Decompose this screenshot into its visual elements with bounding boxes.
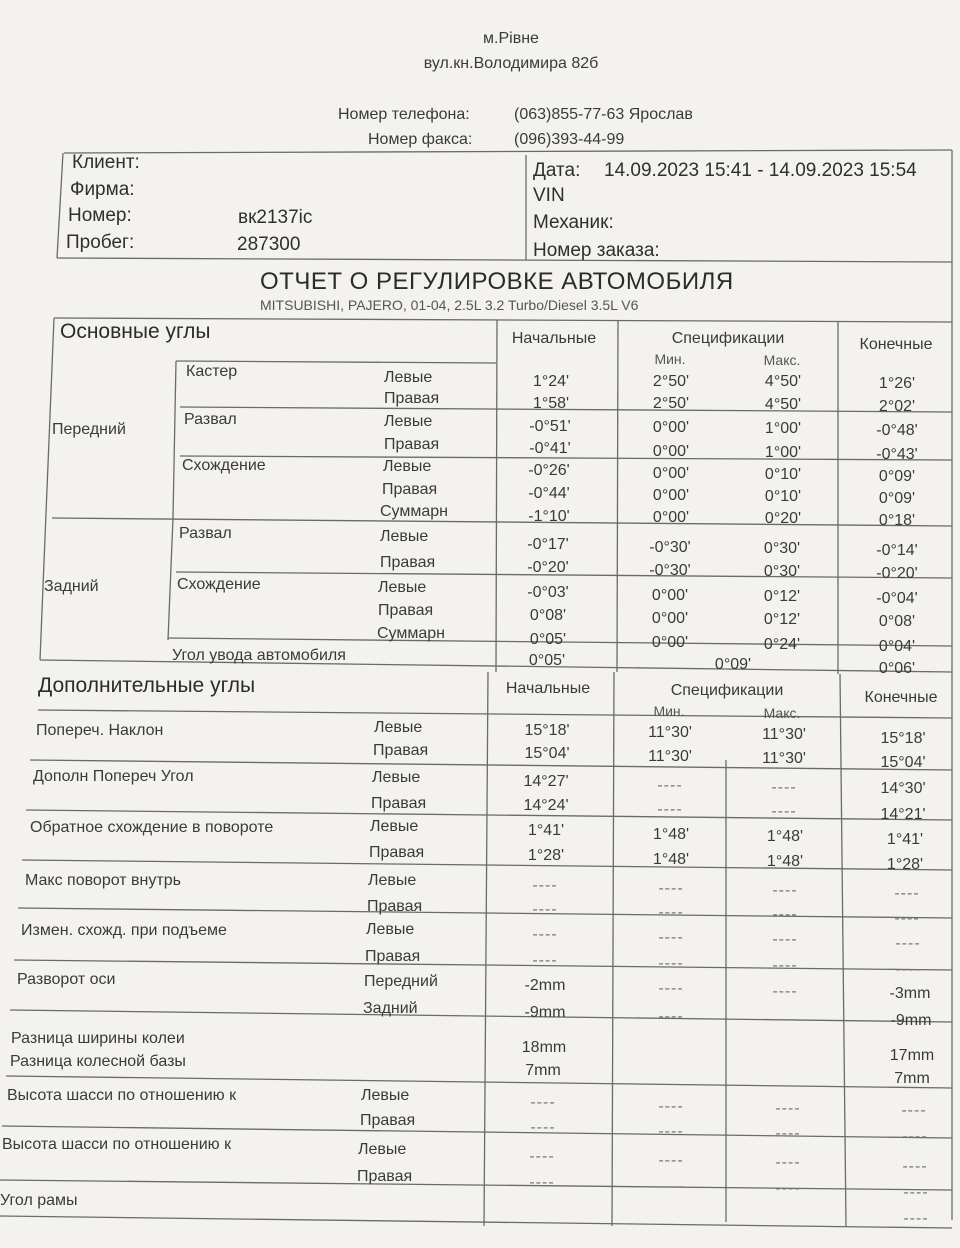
col-max: Макс. bbox=[763, 705, 801, 721]
toe-change-label: Измен. схожд. при подъеме bbox=[21, 922, 227, 939]
side-label: Задний bbox=[363, 1000, 418, 1017]
side-label: Левые bbox=[380, 528, 429, 545]
value-max: ---- bbox=[772, 957, 798, 974]
side-label: Левые bbox=[383, 458, 432, 475]
side-label: Правая bbox=[378, 602, 434, 619]
value-min: ---- bbox=[658, 955, 684, 972]
side-label: Правая bbox=[371, 795, 427, 812]
fax-value: (096)393-44-99 bbox=[514, 131, 625, 148]
value-min: ---- bbox=[658, 1178, 684, 1195]
value-min: ---- bbox=[658, 1152, 684, 1169]
thrust-angle-label: Угол увода автомобиля bbox=[172, 647, 346, 664]
ride-height-1-label: Высота шасси по отношению к bbox=[7, 1087, 237, 1104]
side-label: Правая bbox=[380, 554, 436, 571]
value-max: 11°30' bbox=[762, 750, 806, 767]
mileage-label: Пробег: bbox=[66, 232, 135, 253]
value-initial: -1°10' bbox=[528, 508, 570, 525]
setback-label: Разворот оси bbox=[17, 971, 116, 988]
value-initial: 0°08' bbox=[529, 607, 567, 624]
vehicle-info: MITSUBISHI, PAJERO, 01-04, 2.5L 3.2 Turbo/Diesel 3.5L V6 bbox=[260, 297, 639, 313]
value-final: ---- bbox=[902, 1158, 928, 1175]
col-min: Мин. bbox=[654, 351, 686, 367]
value-max: 0°10' bbox=[764, 488, 802, 505]
col-min: Мин. bbox=[653, 703, 685, 719]
side-label: Правая bbox=[357, 1168, 413, 1185]
value-max: ---- bbox=[772, 1011, 798, 1028]
value-min: 0°00' bbox=[652, 509, 690, 526]
mileage-value: 287300 bbox=[237, 234, 301, 255]
value-initial: -9mm bbox=[524, 1004, 566, 1021]
value-final: 15°18' bbox=[880, 730, 926, 747]
value-final: -0°14' bbox=[876, 542, 918, 559]
value-initial: ---- bbox=[532, 952, 558, 969]
value-final: ---- bbox=[903, 1184, 929, 1201]
value-initial: ---- bbox=[529, 1174, 555, 1191]
mechanic-label: Механик: bbox=[533, 212, 614, 233]
value-initial: -2mm bbox=[524, 977, 566, 994]
value-min: 0°00' bbox=[651, 610, 689, 627]
value-initial: ---- bbox=[532, 926, 558, 943]
value-max: 0°24' bbox=[763, 636, 801, 653]
side-label: Левые bbox=[374, 719, 423, 736]
value-initial: 14°24' bbox=[523, 797, 569, 814]
included-angle-label: Дополн Попереч Угол bbox=[33, 768, 194, 785]
side-label: Правая bbox=[382, 481, 438, 498]
date-label: Дата: bbox=[533, 160, 581, 181]
col-spec: Спецификации bbox=[670, 682, 784, 699]
value-final: 2°02' bbox=[878, 398, 916, 415]
header-street: вул.кн.Володимира 82б bbox=[423, 55, 599, 72]
value-final: ---- bbox=[894, 910, 920, 927]
value-final: 1°28' bbox=[886, 856, 924, 873]
number-value: вк2137іс bbox=[238, 207, 313, 228]
value-max: 4°50' bbox=[764, 396, 802, 413]
value-final: 0°04' bbox=[878, 638, 916, 655]
value-max: ---- bbox=[772, 906, 798, 923]
value-max: 0°20' bbox=[764, 510, 802, 527]
value-min: ---- bbox=[658, 904, 684, 921]
value-initial: 1°41' bbox=[527, 822, 565, 839]
value-initial: 14°27' bbox=[523, 773, 569, 790]
value-min: ---- bbox=[657, 777, 683, 794]
col-final: Конечные bbox=[859, 336, 933, 353]
value-final: 0°18' bbox=[878, 512, 916, 529]
fax-label: Номер факса: bbox=[368, 131, 473, 148]
header-city: м.Рівне bbox=[483, 30, 539, 47]
frame-angle-label: Угол рамы bbox=[0, 1192, 78, 1209]
value-min: 0°00' bbox=[651, 634, 689, 651]
value-min: ---- bbox=[658, 1123, 684, 1140]
client-label: Клиент: bbox=[72, 152, 140, 173]
wheelbase-diff-label: Разница колесной базы bbox=[10, 1053, 186, 1070]
phone-label: Номер телефона: bbox=[338, 106, 470, 123]
rear-toe-label: Схождение bbox=[177, 576, 261, 593]
value-min: 0°00' bbox=[652, 487, 690, 504]
value-max: 1°48' bbox=[766, 828, 804, 845]
wheelbase-initial: 7mm bbox=[525, 1062, 561, 1079]
col-initial: Начальные bbox=[511, 330, 597, 347]
value-final: -0°04' bbox=[876, 590, 918, 607]
value-min: 1°48' bbox=[652, 826, 690, 843]
value-min: 0°00' bbox=[652, 465, 690, 482]
value-max: 0°12' bbox=[763, 611, 801, 628]
value-max: 1°00' bbox=[764, 420, 802, 437]
order-label: Номер заказа: bbox=[533, 240, 660, 261]
col-final: Конечные bbox=[864, 689, 938, 706]
value-initial: -0°20' bbox=[527, 559, 569, 576]
value-min: -0°30' bbox=[649, 562, 691, 579]
value-initial: -0°17' bbox=[527, 536, 569, 553]
value-max: ---- bbox=[771, 803, 797, 820]
ride-height-2-label: Высота шасси по отношению к bbox=[2, 1136, 232, 1153]
value-final: 14°21' bbox=[880, 806, 926, 823]
side-label: Левые bbox=[366, 921, 415, 938]
value-max: 4°50' bbox=[764, 373, 802, 390]
value-initial: ---- bbox=[532, 901, 558, 918]
value-initial: -0°51' bbox=[529, 418, 571, 435]
value-final: ---- bbox=[901, 1102, 927, 1119]
value-max: ---- bbox=[772, 931, 798, 948]
wheelbase-final: 7mm bbox=[894, 1070, 930, 1087]
value-max: ---- bbox=[771, 779, 797, 796]
value-initial: ---- bbox=[532, 877, 558, 894]
value-min: 2°50' bbox=[652, 373, 690, 390]
phone-value: (063)855-77-63 Ярослав bbox=[514, 106, 693, 123]
side-label: Левые bbox=[384, 413, 433, 430]
value-max: ---- bbox=[775, 1125, 801, 1142]
sai-label: Попереч. Наклон bbox=[36, 722, 164, 739]
caster-label: Кастер bbox=[186, 363, 238, 380]
side-label: Передний bbox=[364, 973, 438, 990]
value-max: 11°30' bbox=[762, 726, 806, 743]
side-label: Левые bbox=[361, 1087, 410, 1104]
number-label: Номер: bbox=[68, 205, 132, 226]
side-label: Правая bbox=[365, 948, 421, 965]
value-initial: -0°03' bbox=[527, 584, 569, 601]
value-min: -0°30' bbox=[649, 539, 691, 556]
value-min: ---- bbox=[658, 929, 684, 946]
side-label: Суммарн bbox=[377, 625, 446, 642]
side-label: Суммарн bbox=[380, 503, 449, 520]
value-max: ---- bbox=[775, 1180, 801, 1197]
value-final: ---- bbox=[895, 961, 921, 978]
value-min: 11°30' bbox=[648, 748, 692, 765]
value-initial: 15°18' bbox=[524, 722, 570, 739]
value-min: 11°30' bbox=[648, 724, 692, 741]
value-max: 1°00' bbox=[764, 444, 802, 461]
value-min: 1°48' bbox=[652, 851, 690, 868]
value-initial: ---- bbox=[530, 1119, 556, 1136]
rear-axle-label: Задний bbox=[44, 578, 99, 595]
value-min: ---- bbox=[658, 1098, 684, 1115]
value-min: 0°00' bbox=[651, 587, 689, 604]
value-min: ---- bbox=[658, 880, 684, 897]
value-max: 0°30' bbox=[763, 540, 801, 557]
side-label: Правая bbox=[384, 390, 440, 407]
value-final: ---- bbox=[894, 885, 920, 902]
value-min: ---- bbox=[657, 801, 683, 818]
value-max: 0°30' bbox=[763, 563, 801, 580]
value-initial: 1°58' bbox=[532, 395, 570, 412]
value-min: ---- bbox=[658, 1008, 684, 1025]
track-diff-label: Разница ширины колеи bbox=[11, 1030, 185, 1047]
side-label: Правая bbox=[384, 436, 440, 453]
value-final: -0°43' bbox=[876, 446, 918, 463]
side-label: Левые bbox=[384, 369, 433, 386]
value-initial: 0°05' bbox=[529, 631, 567, 648]
max-turn-label: Макс поворот внутрь bbox=[25, 872, 181, 889]
extra-angles-title: Дополнительные углы bbox=[38, 674, 256, 697]
side-label: Левые bbox=[378, 579, 427, 596]
value-final: -3mm bbox=[889, 985, 931, 1002]
value-final: 0°08' bbox=[878, 613, 916, 630]
value-final: 0°09' bbox=[878, 490, 916, 507]
date-value: 14.09.2023 15:41 - 14.09.2023 15:54 bbox=[604, 160, 917, 181]
value-final: -9mm bbox=[890, 1012, 932, 1029]
value-max: 0°10' bbox=[764, 466, 802, 483]
value-final: 0°09' bbox=[878, 468, 916, 485]
side-label: Правая bbox=[367, 898, 423, 915]
value-final: 1°26' bbox=[878, 375, 916, 392]
vin-label: VIN bbox=[533, 185, 565, 206]
col-max: Макс. bbox=[763, 352, 801, 368]
track-initial: 18mm bbox=[521, 1039, 567, 1056]
side-label: Правая bbox=[373, 742, 429, 759]
value-final: 14°30' bbox=[880, 780, 926, 797]
value-final: 15°04' bbox=[880, 754, 926, 771]
value-max: 1°48' bbox=[766, 853, 804, 870]
value-max: 0°12' bbox=[763, 588, 801, 605]
side-label: Правая bbox=[360, 1112, 416, 1129]
firm-label: Фирма: bbox=[70, 179, 135, 200]
value-initial: 15°04' bbox=[524, 745, 570, 762]
side-label: Левые bbox=[370, 818, 419, 835]
value-final: ---- bbox=[902, 1128, 928, 1145]
front-toe-label: Схождение bbox=[182, 457, 266, 474]
value-min: 2°50' bbox=[652, 395, 690, 412]
value-initial: -0°26' bbox=[528, 462, 570, 479]
side-label: Левые bbox=[372, 769, 421, 786]
toe-out-on-turns-label: Обратное схождение в повороте bbox=[30, 819, 274, 836]
front-camber-label: Развал bbox=[184, 411, 237, 428]
value-final: ---- bbox=[903, 1210, 929, 1227]
rear-camber-label: Развал bbox=[179, 525, 232, 542]
value-initial: -0°41' bbox=[529, 440, 571, 457]
value-final: -0°48' bbox=[876, 422, 918, 439]
thrust-initial: 0°05' bbox=[528, 652, 566, 669]
side-label: Левые bbox=[368, 872, 417, 889]
report-title: ОТЧЕТ О РЕГУЛИРОВКЕ АВТОМОБИЛЯ bbox=[260, 268, 734, 295]
value-initial: 1°28' bbox=[527, 847, 565, 864]
value-max: ---- bbox=[772, 882, 798, 899]
value-initial: -0°44' bbox=[528, 485, 570, 502]
thrust-final: 0°06' bbox=[878, 660, 916, 677]
front-axle-label: Передний bbox=[52, 421, 126, 438]
side-label: Правая bbox=[369, 844, 425, 861]
value-final: ---- bbox=[895, 935, 921, 952]
col-initial: Начальные bbox=[505, 680, 591, 697]
value-final: -0°20' bbox=[876, 565, 918, 582]
value-max: ---- bbox=[772, 983, 798, 1000]
value-initial: 1°24' bbox=[532, 373, 570, 390]
value-final: 1°41' bbox=[886, 831, 924, 848]
value-max: ---- bbox=[775, 1100, 801, 1117]
value-min: 0°00' bbox=[652, 419, 690, 436]
track-final: 17mm bbox=[889, 1047, 935, 1064]
value-max: ---- bbox=[775, 1154, 801, 1171]
side-label: Левые bbox=[358, 1141, 407, 1158]
value-min: ---- bbox=[658, 980, 684, 997]
value-initial: ---- bbox=[529, 1148, 555, 1165]
thrust-spec: 0°09' bbox=[714, 656, 752, 673]
value-initial: ---- bbox=[530, 1094, 556, 1111]
col-spec: Спецификации bbox=[671, 330, 785, 347]
main-angles-title: Основные углы bbox=[60, 320, 211, 343]
value-min: 0°00' bbox=[652, 443, 690, 460]
